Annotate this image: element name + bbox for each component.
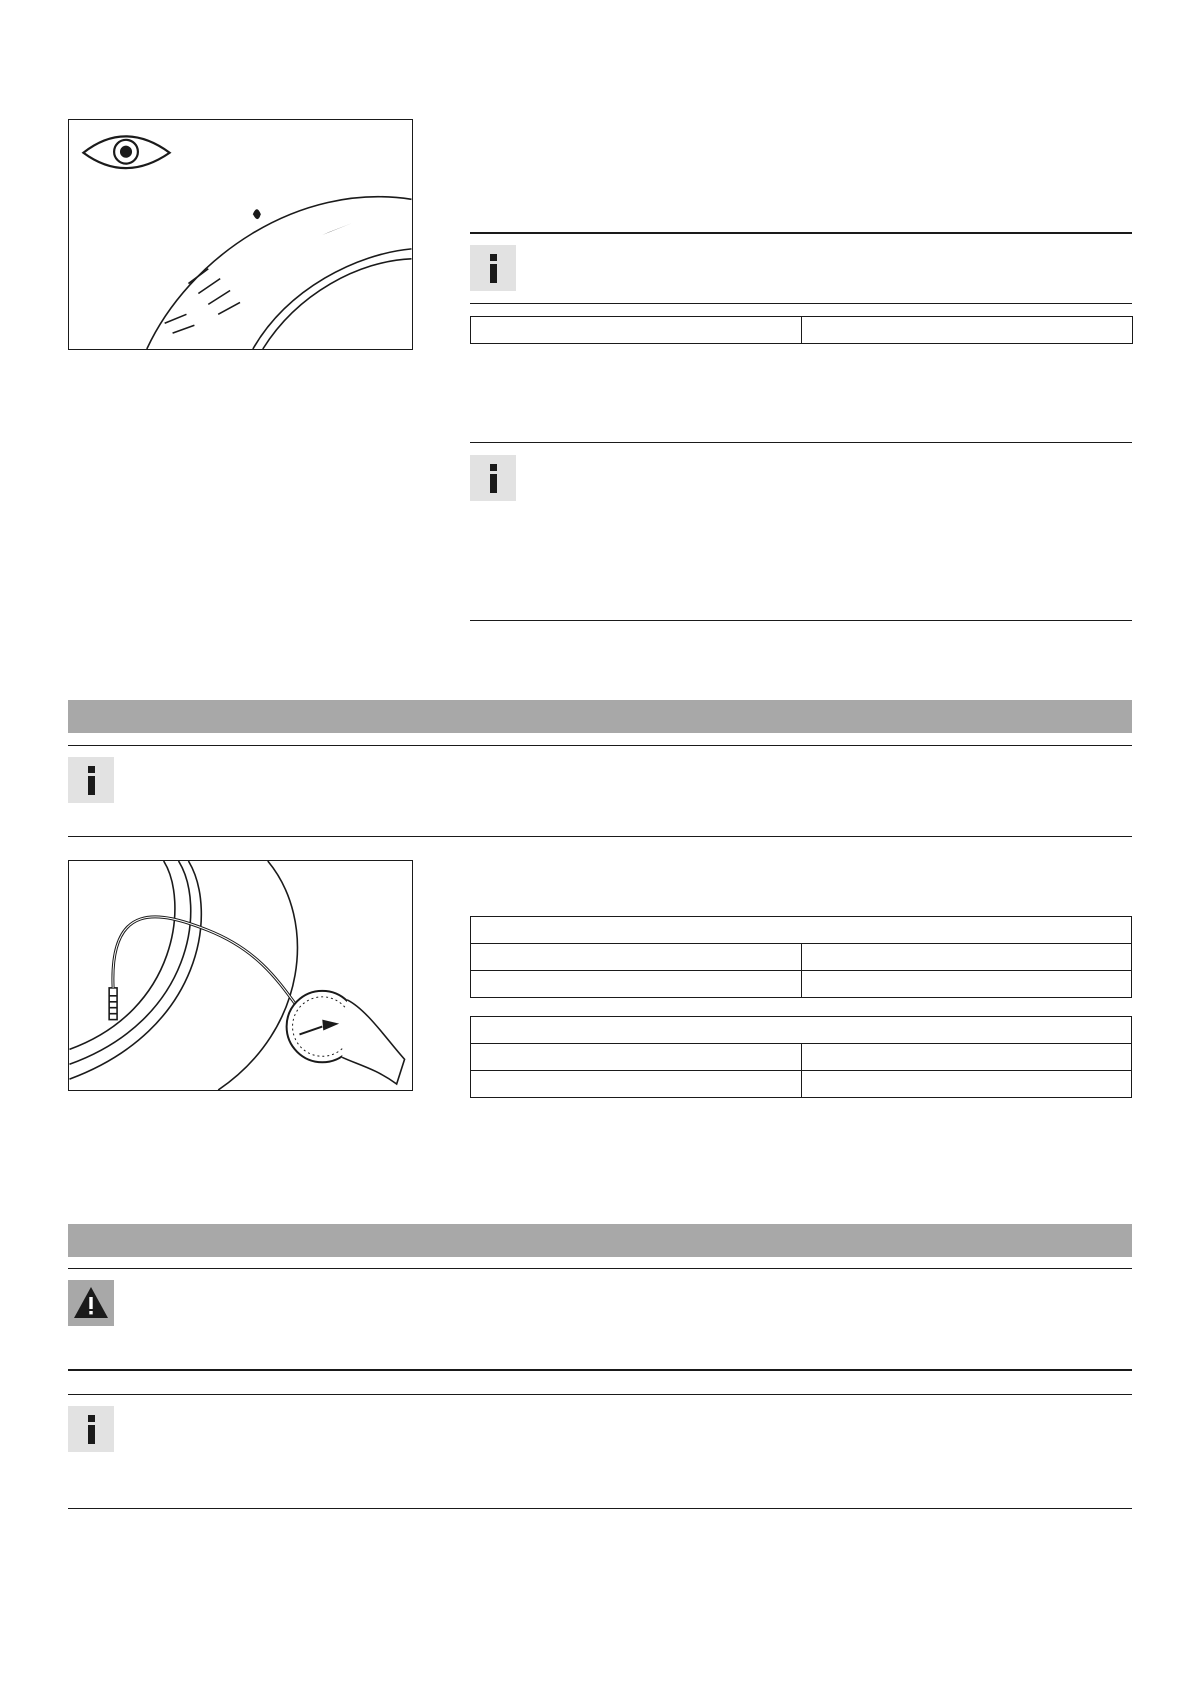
tire-inspection-illustration — [69, 120, 412, 349]
warning-block-top-rule — [68, 1268, 1132, 1269]
tire-pressure-illustration — [69, 861, 412, 1090]
info-icon-stem — [490, 264, 497, 283]
spec-table-3 — [470, 1016, 1132, 1098]
spec-table-1 — [470, 316, 1133, 344]
info-icon — [470, 455, 516, 501]
section-heading-band-2 — [68, 1224, 1132, 1257]
tire-pressure-figure — [68, 860, 413, 1091]
table-row — [471, 1044, 1132, 1071]
section-heading-band-1 — [68, 700, 1132, 733]
info-block-1-top-rule — [470, 232, 1132, 234]
table-header-cell — [471, 917, 1132, 944]
table-row — [471, 317, 1133, 344]
table-row — [471, 917, 1132, 944]
info-block-2-bottom-rule — [470, 620, 1132, 621]
table-row — [471, 944, 1132, 971]
tire-valve — [109, 988, 117, 1020]
warning-block-bottom-rule — [68, 1369, 1132, 1371]
info-icon-dot — [88, 766, 95, 773]
hand — [342, 1000, 404, 1084]
table-cell — [801, 971, 1132, 998]
info-icon-stem — [88, 776, 95, 795]
info-block-2-top-rule — [470, 442, 1132, 443]
table-cell — [471, 1044, 802, 1071]
info-block-1-bottom-rule — [470, 303, 1132, 304]
info-icon — [470, 245, 516, 291]
table-row — [471, 1071, 1132, 1098]
info-block-final-bottom-rule — [68, 1508, 1132, 1509]
info-icon-dot — [490, 464, 497, 471]
table-cell — [801, 944, 1132, 971]
info-block-final-top-rule — [68, 1394, 1132, 1395]
info-icon-stem — [88, 1425, 95, 1444]
table-row — [471, 971, 1132, 998]
tire-inspection-figure — [68, 119, 413, 350]
tire-outline — [147, 197, 412, 349]
table-cell — [471, 317, 802, 344]
section-1-info-top-rule — [68, 745, 1132, 746]
table-cell — [802, 317, 1133, 344]
tire-damage-mark — [253, 209, 261, 219]
spec-table-2 — [470, 916, 1132, 998]
info-icon — [68, 757, 114, 803]
section-1-info-bottom-rule — [68, 836, 1132, 837]
table-row — [471, 1017, 1132, 1044]
eye-icon — [83, 136, 169, 168]
table-cell — [471, 944, 802, 971]
warning-icon — [68, 1280, 114, 1326]
info-icon-dot — [490, 254, 497, 261]
info-icon-dot — [88, 1415, 95, 1422]
table-cell — [801, 1044, 1132, 1071]
table-cell — [471, 1071, 802, 1098]
table-cell — [801, 1071, 1132, 1098]
info-icon-stem — [490, 474, 497, 493]
gauge-hose — [113, 917, 300, 1010]
tire-cut-mark — [322, 223, 352, 235]
table-cell — [471, 971, 802, 998]
tire-outline — [69, 861, 297, 1090]
info-icon — [68, 1406, 114, 1452]
table-header-cell — [471, 1017, 1132, 1044]
